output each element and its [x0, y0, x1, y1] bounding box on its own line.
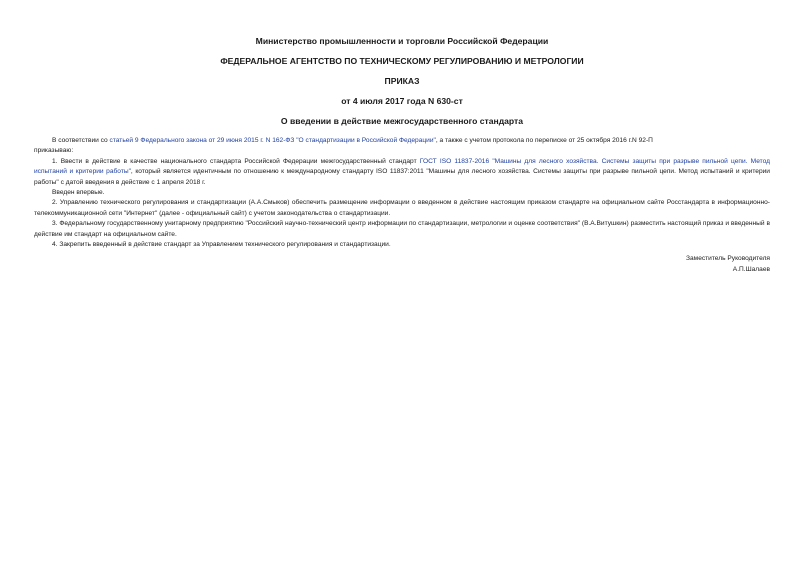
- document-page: [34, 36, 770, 275]
- ordering-paragraph: приказываю:: [34, 147, 74, 155]
- item-1-paragraph: [34, 157, 770, 188]
- ministry-heading: Министерство промышленности и торговли Российской Федерации: [255, 36, 549, 46]
- item-1-after-link: , который является идентичным по отношению к международному стандарту ISO 11837:2011 "Машины для лесного хозяйства. Системы защиты при разрыве пильной цепи. Метод испытаний и критерии работы" с датой введения в действие с 1 апреля 2018 г.: [34, 168, 770, 186]
- federal-law-link[interactable]: статьей 9 Федерального закона от 29 июня 2015 г. N 162-ФЗ "О стандартизации в Российской Федерации": [109, 137, 436, 144]
- item-1-before-link: 1. Ввести в действие в качестве национального стандарта Российской Федерации межгосударственный стандарт: [52, 157, 420, 165]
- signature-title: Заместитель Руководителя: [686, 255, 770, 263]
- subject-heading: О введении в действие межгосударственного стандарта: [280, 116, 524, 126]
- document-body: [34, 136, 770, 250]
- item-3-paragraph: 3. Федеральному государственному унитарному предприятию "Российский научно-технический центр информации по стандартизации, метрологии и оценке соответствия" (В.А.Витушкин) разместить настоящий приказ и введенный в действие им стандарт на официальном сайте.: [34, 220, 770, 238]
- gost-standard-link[interactable]: ГОСТ ISO 11837-2016 "Машины для лесного хозяйства. Системы защиты при разрыве пильной цепи. Метод испытаний и критерии работы": [34, 157, 770, 176]
- intro-after-link: , а также с учетом протокола по переписке от 25 октября 2016 г.N 92-П: [435, 137, 653, 144]
- introduced-first-paragraph: Введен впервые.: [52, 189, 105, 197]
- date-number-heading: от 4 июля 2017 года N 630-ст: [341, 96, 463, 106]
- signature-name: А.П.Шалаев: [732, 265, 770, 273]
- agency-heading: ФЕДЕРАЛЬНОЕ АГЕНТСТВО ПО ТЕХНИЧЕСКОМУ РЕГУЛИРОВАНИЮ И МЕТРОЛОГИИ: [220, 56, 584, 66]
- intro-before-link: В соответствии со: [52, 137, 110, 144]
- item-2-paragraph: 2. Управлению технического регулирования и стандартизации (А.А.Смыков) обеспечить размещение информации о введенном в действие настоящим приказом стандарте на официальном сайте Росстандарта в информационно-телекоммуникационной сети "Интернет" (далее - официальный сайт) с учетом законодательства о стандартизации.: [34, 199, 770, 217]
- item-4-paragraph: 4. Закрепить введенный в действие стандарт за Управлением технического регулирования и стандартизации.: [52, 241, 391, 249]
- signature-block: [34, 254, 770, 275]
- doc-type-heading: ПРИКАЗ: [384, 76, 420, 86]
- intro-paragraph: [34, 136, 770, 146]
